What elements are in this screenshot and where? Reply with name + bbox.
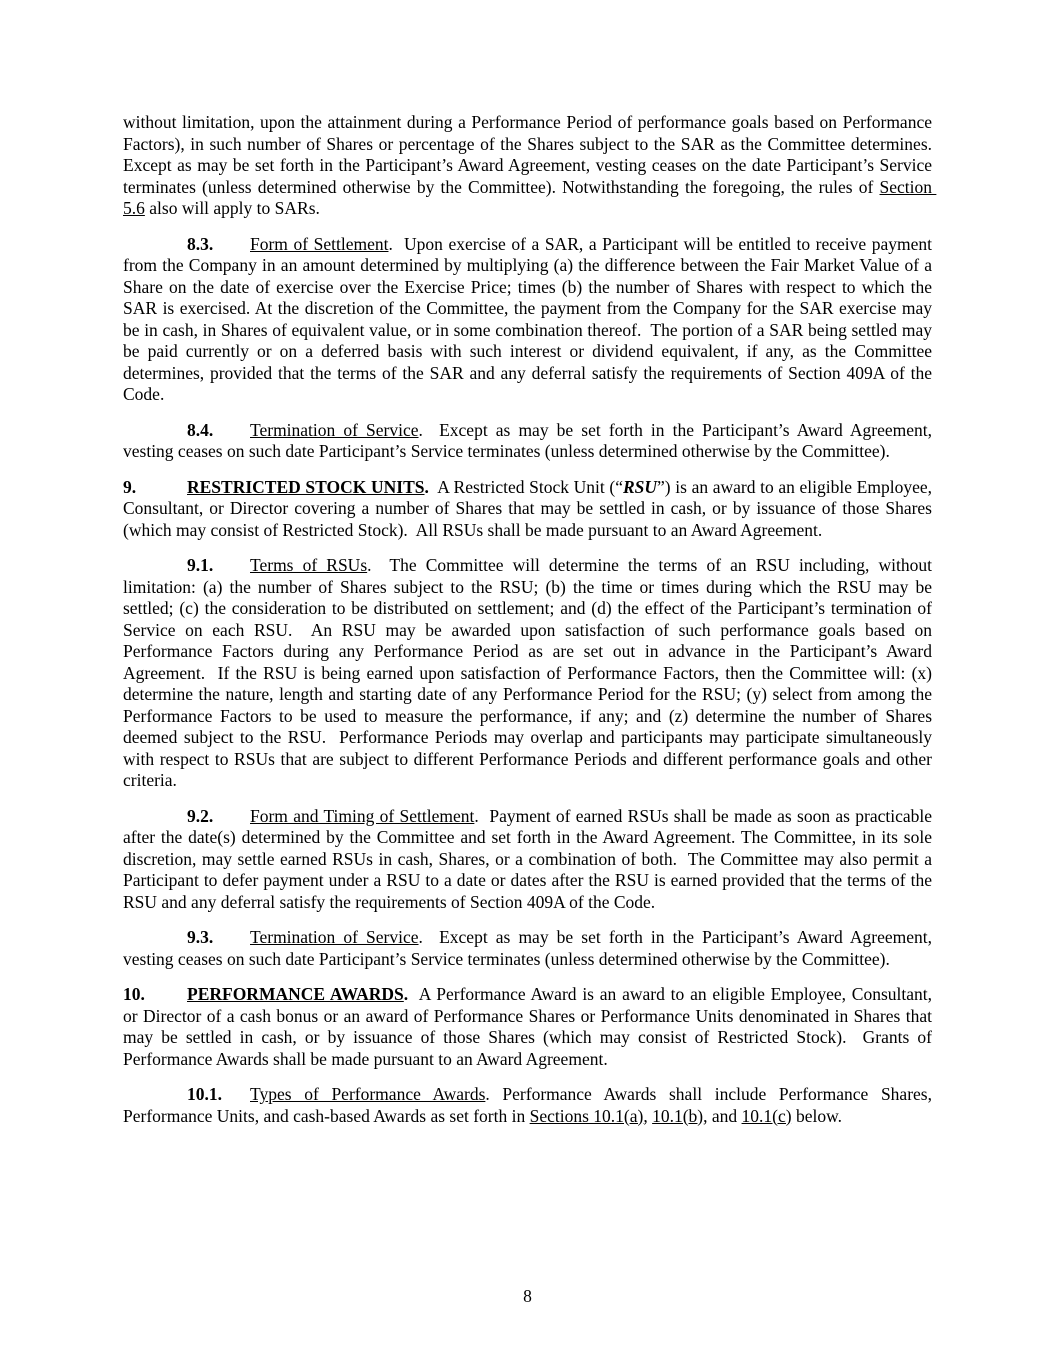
section-9-3-termination-of-service — [123, 927, 937, 970]
section-9-2-form-and-timing-of-settlement — [123, 805, 937, 914]
text-run: ”) is an award to an eligible Employee, Consultant, or Director covering a number of Shares that may be settled in cash, or by issuance of those Shares (which may consist of Restricted Stock). All RSUs shall be made pursuant to an Award Agreement. — [123, 476, 937, 540]
section-number: 8.4. — [187, 419, 214, 440]
text-run: . — [403, 984, 409, 1004]
text-run: RSU — [622, 476, 658, 497]
text-run: A Performance Award is an award to an eligible Employee, Consultant, or Director of a cash bonus or an award of Performance Shares or Performance Units denominated in Shares that may be settled in cash, or by issuance of those Shares (which may consist of Restricted Stock). Grants of Performance Awards shall be made pursuant to an Award Agreement. — [123, 984, 937, 1069]
section-9-restricted-stock-units — [123, 476, 937, 542]
section-number: 9. — [123, 476, 137, 497]
text-run: 10.1(b) — [652, 1105, 704, 1126]
text-run: Form of Settlement — [250, 233, 389, 254]
text-run: . Performance Awards shall include Performance Shares, Performance Units, and cash-based Awards as set forth in — [123, 1084, 937, 1126]
section-number: 9.1. — [187, 555, 214, 575]
section-10-1-types-of-performance-awards — [123, 1084, 937, 1127]
text-run: Section 5.6 — [123, 176, 937, 218]
text-run: . Payment of earned RSUs shall be made as soon as practicable after the date(s) determined by the Committee and set forth in the Award Agreement. The Committee, in its sole discretion, may settle earned RSUs in cash, Shares, or a combination of both. The Committee may also permit a Participant to defer payment under a RSU to a date or dates after the RSU is earned provided that the terms of the RSU and any deferral satisfy the requirements of Section 409A of the Code. — [123, 805, 937, 912]
text-run: , and — [703, 1105, 742, 1126]
text-run: Types of Performance Awards — [250, 1084, 486, 1104]
section-number: 10. — [123, 984, 145, 1004]
text-run: 10.1(c) — [741, 1105, 792, 1126]
paragraph-8-2-continuation — [123, 112, 941, 220]
section-number: 10.1. — [187, 1084, 222, 1104]
text-run: Form and Timing of Settlement — [250, 805, 475, 826]
section-number: 9.3. — [187, 927, 214, 947]
text-run: PERFORMANCE AWARDS — [187, 984, 404, 1004]
text-run: , — [643, 1105, 653, 1126]
text-run: . Except as may be set forth in the Participant’s Award Agreement, vesting ceases on such date Participant’s Service terminates (unless determined otherwise by the Committee). — [123, 419, 937, 461]
text-run: . Upon exercise of a SAR, a Participant will be entitled to receive payment from the Company in an amount determined by multiplying (a) the difference between the Fair Market Value of a Share on the date of exercise over the Exercise Price; times (b) the number of Shares with respect to which the SAR is exercised. At the discretion of the Committee, the payment from the Company for the SAR exercise may be in cash, in Shares of equivalent value, or in some combination thereof. The portion of a SAR being settled may be paid currently or on a deferred basis with such interest or dividend equivalent, if any, as the Committee determines, provided that the terms of the SAR and any deferral satisfy the requirements of Section 409A of the Code. — [123, 233, 937, 404]
text-run: . Except as may be set forth in the Participant’s Award Agreement, vesting ceases on such date Participant’s Service terminates (unless determined otherwise by the Committee). — [123, 927, 937, 969]
text-run: Termination of Service — [250, 419, 419, 440]
section-9-1-terms-of-rsus — [123, 555, 937, 792]
text-run: Terms of RSUs — [250, 555, 368, 575]
text-run: Termination of Service — [250, 927, 419, 947]
section-8-4-termination-of-service — [123, 419, 937, 463]
section-number: 8.3. — [187, 233, 214, 254]
text-run: Sections 10.1(a) — [529, 1105, 644, 1126]
text-run: without limitation, upon the attainment during a Performance Period of performance goals based on Performance Factors), in such number of Shares or percentage of the Shares subject to the SAR as the Committee determines. Except as may be set forth in the Participant’s Award Agreement, vesting ceases on the date Participant’s Service terminates (unless determined otherwise by the Committee). Notwithstanding the foregoing, the rules of — [123, 112, 941, 197]
text-run: A Restricted Stock Unit (“ — [428, 476, 623, 497]
text-run: RESTRICTED STOCK UNITS — [187, 476, 425, 497]
text-run: below. — [791, 1105, 842, 1126]
section-8-3-form-of-settlement — [123, 233, 937, 406]
text-run: . — [424, 476, 429, 497]
text-run: also will apply to SARs. — [144, 198, 320, 218]
section-number: 9.2. — [187, 805, 214, 826]
page-number: 8 — [523, 1285, 532, 1306]
text-run: . The Committee will determine the terms of an RSU including, without limitation: (a) the number of Shares subject to the RSU; (b) the time or times during which the RSU may be settled; (c) the consideration to be distributed on settlement; and (d) the effect of the Participant’s termination of Service on each RSU. An RSU may be awarded upon satisfaction of such performance goals based on Performance Factors during any Performance Period as are set out in advance in the Participant’s Award Agreement. If the RSU is being earned upon satisfaction of Performance Factors, then the Committee will: (x) determine the nature, length and starting date of any Performance Period for the RSU; (y) select from among the Performance Factors to be used to measure the performance, if any; and (z) determine the number of Shares deemed subject to the RSU. Performance Periods may overlap and participants may participate simultaneously with respect to RSUs that are subject to different Performance Periods and different performance goals and other criteria. — [123, 555, 937, 790]
section-10-performance-awards — [123, 984, 937, 1070]
